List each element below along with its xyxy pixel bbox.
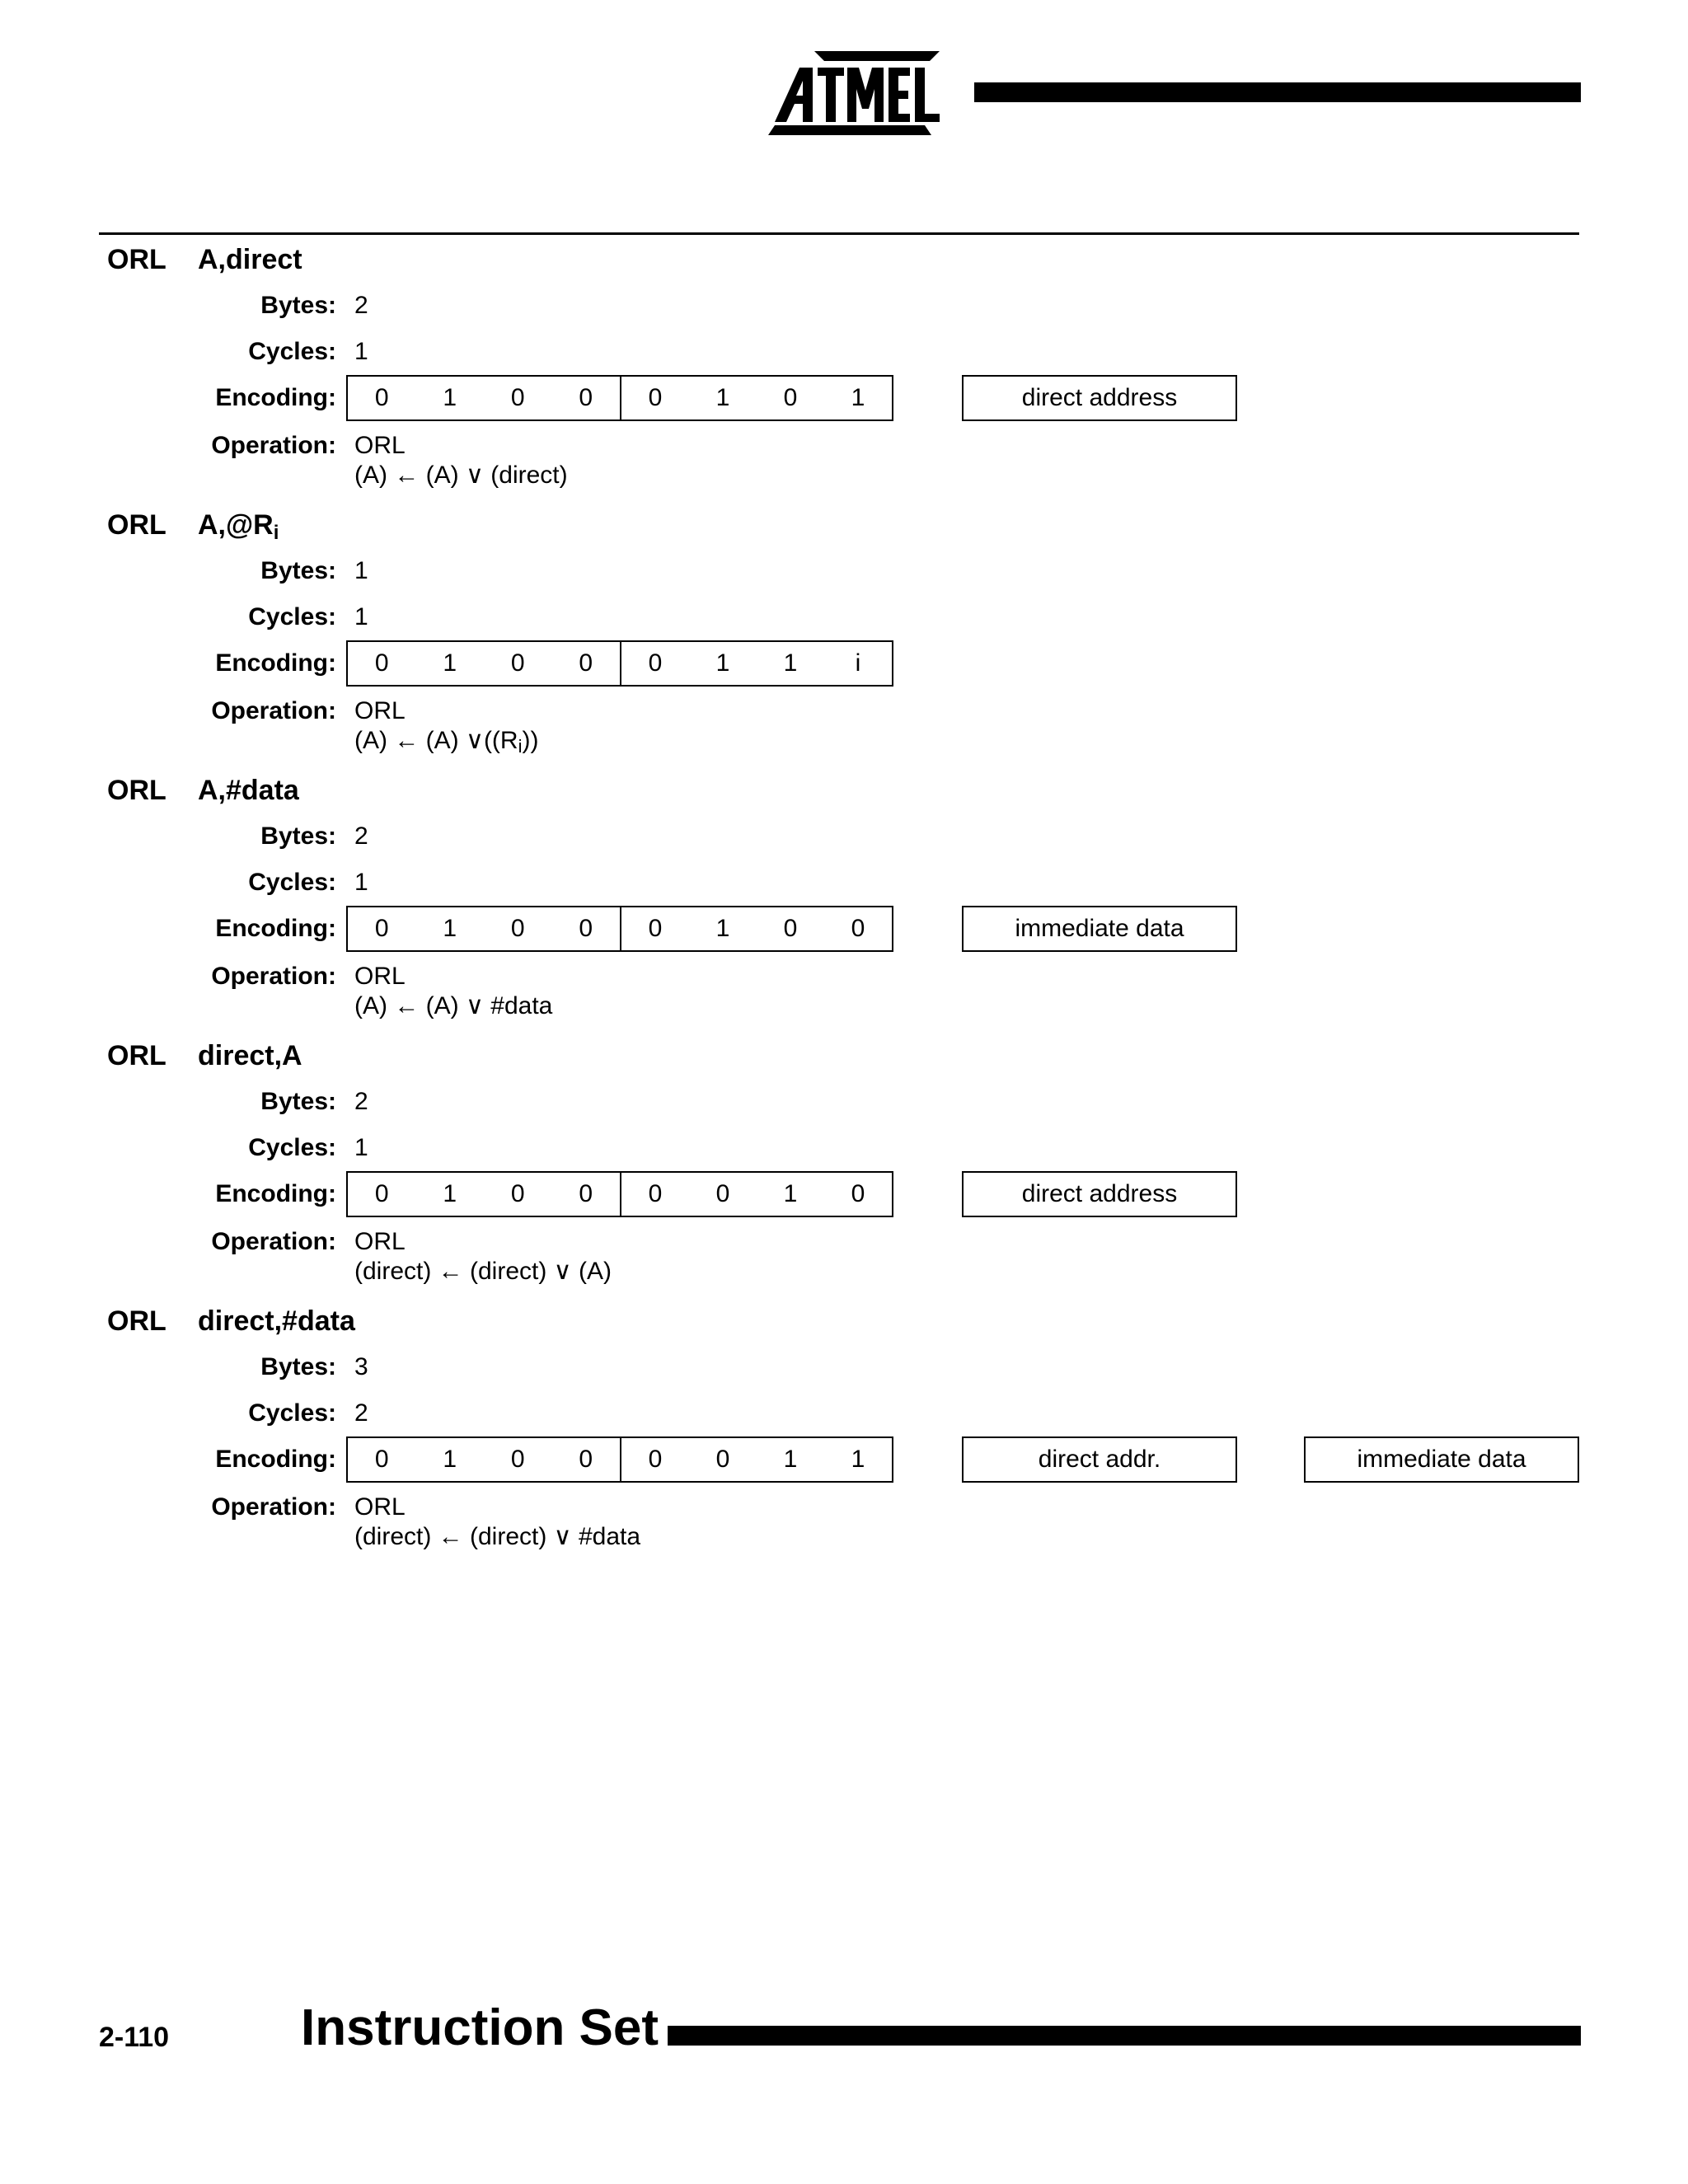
bit-6: 1 <box>443 384 457 411</box>
operation-expression: (A) ← (A) ∨ #data <box>354 992 553 1019</box>
direct-addr-box: direct addr. <box>962 1436 1237 1483</box>
footer-title: Instruction Set <box>301 1999 659 2056</box>
bit-2: 1 <box>715 915 730 942</box>
operation-label: Operation: <box>211 1228 336 1255</box>
bit-6: 1 <box>443 1180 457 1207</box>
bit-1: 1 <box>783 1180 798 1207</box>
bytes-label: Bytes: <box>260 557 336 584</box>
bit-6: 1 <box>443 915 457 942</box>
bytes-value: 2 <box>354 1088 368 1115</box>
operation-name: ORL <box>354 963 406 990</box>
bit-3: 0 <box>648 915 663 942</box>
encoding-label: Encoding: <box>215 915 336 942</box>
bit-5: 0 <box>510 384 525 411</box>
atmel-logo-icon <box>767 49 948 136</box>
mnemonic: ORL <box>107 1040 166 1071</box>
operation-expression-main: (A) ← (A) ∨((R <box>354 727 518 754</box>
operation-expression: (direct) ← (direct) ∨ #data <box>354 1523 641 1550</box>
bytes-value: 2 <box>354 292 368 319</box>
operation-label: Operation: <box>211 697 336 724</box>
bit-4: 0 <box>579 384 593 411</box>
mnemonic: ORL <box>107 244 166 275</box>
bit-7: 0 <box>374 649 389 677</box>
bytes-value: 2 <box>354 823 368 850</box>
cycles-label: Cycles: <box>248 1399 336 1427</box>
operation-expression-tail: )) <box>522 727 539 754</box>
bit-0: i <box>855 649 861 677</box>
encoding-label: Encoding: <box>215 649 336 677</box>
bytes-label: Bytes: <box>260 1088 336 1115</box>
operation-name: ORL <box>354 1493 406 1521</box>
cycles-value: 1 <box>354 338 368 365</box>
bytes-value: 1 <box>354 557 368 584</box>
high-nibble <box>348 1438 620 1481</box>
operands: direct,A <box>198 1040 302 1071</box>
operation-label: Operation: <box>211 1493 336 1521</box>
bit-1: 0 <box>783 384 798 411</box>
encoding-box <box>346 1436 893 1483</box>
bit-6: 1 <box>443 1446 457 1473</box>
direct-address-box: direct address <box>962 375 1237 421</box>
bit-0: 0 <box>851 1180 865 1207</box>
cycles-label: Cycles: <box>248 603 336 630</box>
bytes-value: 3 <box>354 1353 368 1380</box>
bytes-label: Bytes: <box>260 823 336 850</box>
bit-5: 0 <box>510 1180 525 1207</box>
immediate-data-box: immediate data <box>1304 1436 1579 1483</box>
cycles-value: 1 <box>354 869 368 896</box>
encoding-label: Encoding: <box>215 384 336 411</box>
low-nibble <box>620 907 892 950</box>
mnemonic: ORL <box>107 1305 166 1337</box>
cycles-value: 2 <box>354 1399 368 1427</box>
cycles-label: Cycles: <box>248 338 336 365</box>
instruction-orl-a-data <box>0 774 1688 1039</box>
high-nibble <box>348 1173 620 1216</box>
operation-expression: (direct) ← (direct) ∨ (A) <box>354 1258 612 1285</box>
header-bar <box>974 82 1581 102</box>
high-nibble <box>348 907 620 950</box>
immediate-data-box: immediate data <box>962 906 1237 952</box>
operation-name: ORL <box>354 432 406 459</box>
bit-4: 0 <box>579 915 593 942</box>
bit-5: 0 <box>510 915 525 942</box>
bit-3: 0 <box>648 1180 663 1207</box>
bit-5: 0 <box>510 1446 525 1473</box>
operation-expression: (A) ← (A) ∨ (direct) <box>354 462 568 489</box>
encoding-label: Encoding: <box>215 1446 336 1473</box>
instruction-orl-direct-data <box>0 1305 1688 1570</box>
low-nibble <box>620 1438 892 1481</box>
bit-1: 0 <box>783 915 798 942</box>
top-rule <box>99 232 1579 235</box>
operation-label: Operation: <box>211 432 336 459</box>
bit-0: 0 <box>851 915 865 942</box>
bytes-label: Bytes: <box>260 292 336 319</box>
instruction-orl-a-at-ri <box>0 509 1688 774</box>
operands: direct,#data <box>198 1305 355 1337</box>
operation-expression-subscript: i <box>518 736 523 757</box>
operation-expression <box>354 726 538 756</box>
high-nibble <box>348 377 620 419</box>
bytes-label: Bytes: <box>260 1353 336 1380</box>
bit-4: 0 <box>579 1446 593 1473</box>
mnemonic: ORL <box>107 509 166 541</box>
bit-7: 0 <box>374 1180 389 1207</box>
encoding-box <box>346 640 893 687</box>
operands <box>198 509 279 544</box>
bit-3: 0 <box>648 1446 663 1473</box>
bit-7: 0 <box>374 915 389 942</box>
operation-name: ORL <box>354 697 406 724</box>
page-number: 2-110 <box>99 2022 170 2053</box>
bit-0: 1 <box>851 1446 865 1473</box>
bit-4: 0 <box>579 649 593 677</box>
bit-2: 1 <box>715 649 730 677</box>
direct-address-box: direct address <box>962 1171 1237 1217</box>
bit-3: 0 <box>648 384 663 411</box>
low-nibble <box>620 1173 892 1216</box>
bit-6: 1 <box>443 649 457 677</box>
bit-4: 0 <box>579 1180 593 1207</box>
bit-2: 0 <box>715 1446 730 1473</box>
operands-subscript: i <box>273 522 279 544</box>
operands-main: A,@R <box>198 509 274 541</box>
bit-0: 1 <box>851 384 865 411</box>
footer-bar <box>668 2026 1581 2046</box>
low-nibble <box>620 377 892 419</box>
operation-label: Operation: <box>211 963 336 990</box>
high-nibble <box>348 642 620 685</box>
bit-2: 1 <box>715 384 730 411</box>
operation-name: ORL <box>354 1228 406 1255</box>
cycles-label: Cycles: <box>248 1134 336 1161</box>
bit-7: 0 <box>374 1446 389 1473</box>
cycles-label: Cycles: <box>248 869 336 896</box>
instruction-orl-direct-a <box>0 1039 1688 1305</box>
cycles-value: 1 <box>354 603 368 630</box>
bit-1: 1 <box>783 649 798 677</box>
encoding-box <box>346 1171 893 1217</box>
bit-1: 1 <box>783 1446 798 1473</box>
encoding-label: Encoding: <box>215 1180 336 1207</box>
low-nibble <box>620 642 892 685</box>
encoding-box <box>346 375 893 421</box>
bit-3: 0 <box>648 649 663 677</box>
bit-5: 0 <box>510 649 525 677</box>
operands: A,direct <box>198 244 302 275</box>
bit-7: 0 <box>374 384 389 411</box>
cycles-value: 1 <box>354 1134 368 1161</box>
operands: A,#data <box>198 775 299 806</box>
instruction-orl-a-direct <box>0 243 1688 509</box>
mnemonic: ORL <box>107 775 166 806</box>
encoding-box <box>346 906 893 952</box>
bit-2: 0 <box>715 1180 730 1207</box>
